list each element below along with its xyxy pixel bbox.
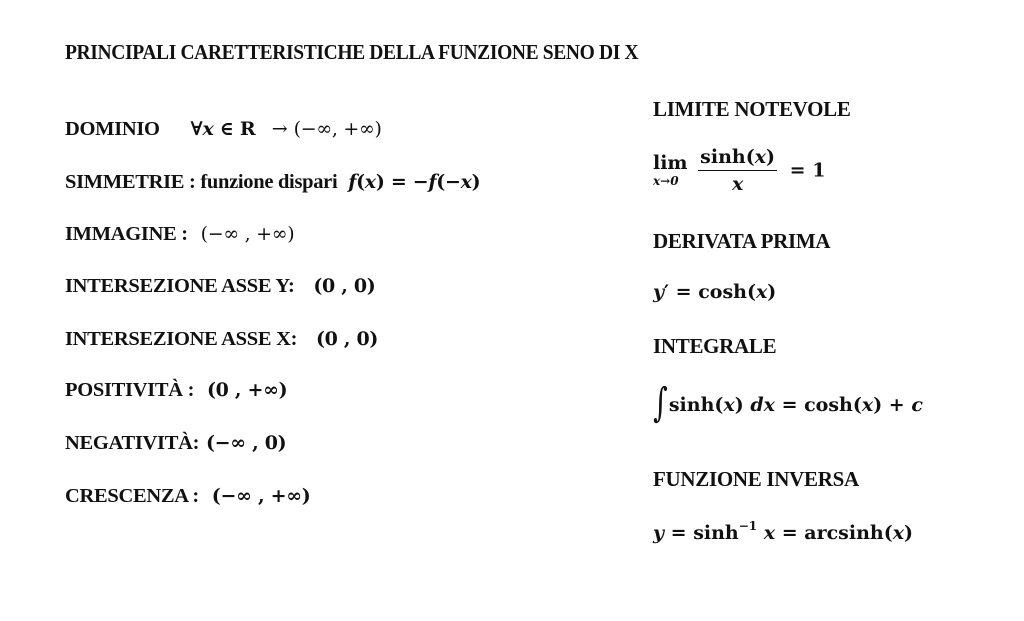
paren-close: ) — [904, 522, 914, 544]
cosh-fn: = cosh( — [669, 281, 756, 303]
arrow-icon: → — [271, 118, 288, 140]
arcsinh-fn: = arcsinh( — [775, 522, 893, 544]
sinh-fn: sinh( — [668, 394, 724, 416]
dominio-label: DOMINIO — [65, 118, 160, 140]
cosh-fn: = cosh( — [774, 394, 862, 416]
intersezione-x-value: (0 , 0) — [315, 328, 379, 350]
positivita-label: POSITIVITÀ : — [65, 379, 195, 401]
limite-heading: LIMITE NOTEVOLE — [653, 97, 851, 121]
limite-formula — [653, 146, 825, 195]
crescenza-label: CRESCENZA : — [65, 485, 199, 507]
integral-icon: ∫ — [653, 380, 668, 426]
equals-minus: ) = − — [375, 171, 429, 193]
immagine-value: (−∞ , +∞) — [200, 223, 295, 245]
paren-close: ) — [767, 281, 777, 303]
y-var: y — [653, 281, 665, 303]
positivita-row — [65, 379, 287, 402]
prime-symbol: ′ — [664, 281, 670, 303]
intersezione-y-label: INTERSEZIONE ASSE Y: — [65, 275, 295, 297]
forall-symbol: ∀ — [190, 118, 203, 140]
crescenza-value: (−∞ , +∞) — [211, 485, 311, 507]
dominio-interval: (−∞, +∞) — [293, 118, 382, 140]
numerator — [698, 146, 777, 171]
integrale-heading: INTEGRALE — [653, 334, 777, 358]
x-var: x — [763, 522, 776, 544]
y-var: y — [653, 522, 665, 544]
crescenza-row — [65, 485, 310, 508]
simmetrie-label: SIMMETRIE : funzione dispari — [65, 171, 338, 193]
dominio-row — [65, 118, 382, 141]
simmetrie-row — [65, 171, 480, 194]
x-var: x — [723, 394, 735, 416]
x-var: x — [364, 171, 376, 193]
constant-c: c — [911, 394, 923, 416]
immagine-row — [65, 223, 294, 246]
page-title: PRINCIPALI CARETTERISTICHE DELLA FUNZIONE SENO DI X — [65, 40, 639, 64]
negativita-label: NEGATIVITÀ: — [65, 432, 200, 454]
sinh-fn: = sinh — [664, 522, 739, 544]
negativita-row — [65, 432, 286, 455]
denominator: x — [731, 173, 744, 195]
limit-result: = 1 — [789, 159, 826, 182]
derivata-formula — [653, 281, 776, 303]
x-var: x — [460, 171, 472, 193]
intersezione-y-value: (0 , 0) — [313, 275, 376, 297]
intersezione-y-row — [65, 275, 375, 298]
positivita-value: (0 , +∞) — [206, 379, 288, 401]
derivata-heading: DERIVATA PRIMA — [653, 229, 831, 253]
paren-minus: (− — [436, 171, 461, 193]
inversa-heading: FUNZIONE INVERSA — [653, 467, 859, 491]
simmetrie-formula — [348, 171, 480, 193]
inverse-exponent: −1 — [738, 519, 758, 533]
integrale-formula — [650, 380, 923, 429]
negativita-value: (−∞ , 0) — [205, 432, 287, 454]
sinh-fn: sinh( — [700, 146, 755, 168]
x-var: x — [861, 394, 874, 416]
immagine-label: IMMAGINE : — [65, 223, 188, 245]
intersezione-x-label: INTERSEZIONE ASSE X: — [65, 328, 298, 350]
fraction — [698, 146, 777, 195]
lim-operator — [653, 154, 688, 187]
plus: ) + — [873, 394, 912, 416]
dominio-formula — [191, 118, 382, 140]
x-var: x — [755, 281, 768, 303]
inversa-formula — [653, 519, 913, 544]
f-symbol: f — [428, 171, 437, 193]
dominio-set: ∈ R — [213, 118, 256, 140]
intersezione-x-row — [65, 328, 378, 351]
paren-close: ) — [766, 146, 776, 168]
paren-close: ) — [734, 394, 751, 416]
lim-subscript: x→0 — [653, 174, 679, 188]
dominio-var: x — [202, 118, 214, 140]
x-var: x — [754, 146, 767, 168]
paren: ( — [356, 171, 365, 193]
paren-close: ) — [471, 171, 481, 193]
dx: dx — [750, 394, 775, 416]
f-symbol: f — [348, 171, 357, 193]
x-var: x — [892, 522, 905, 544]
lim-text: lim — [653, 152, 688, 174]
